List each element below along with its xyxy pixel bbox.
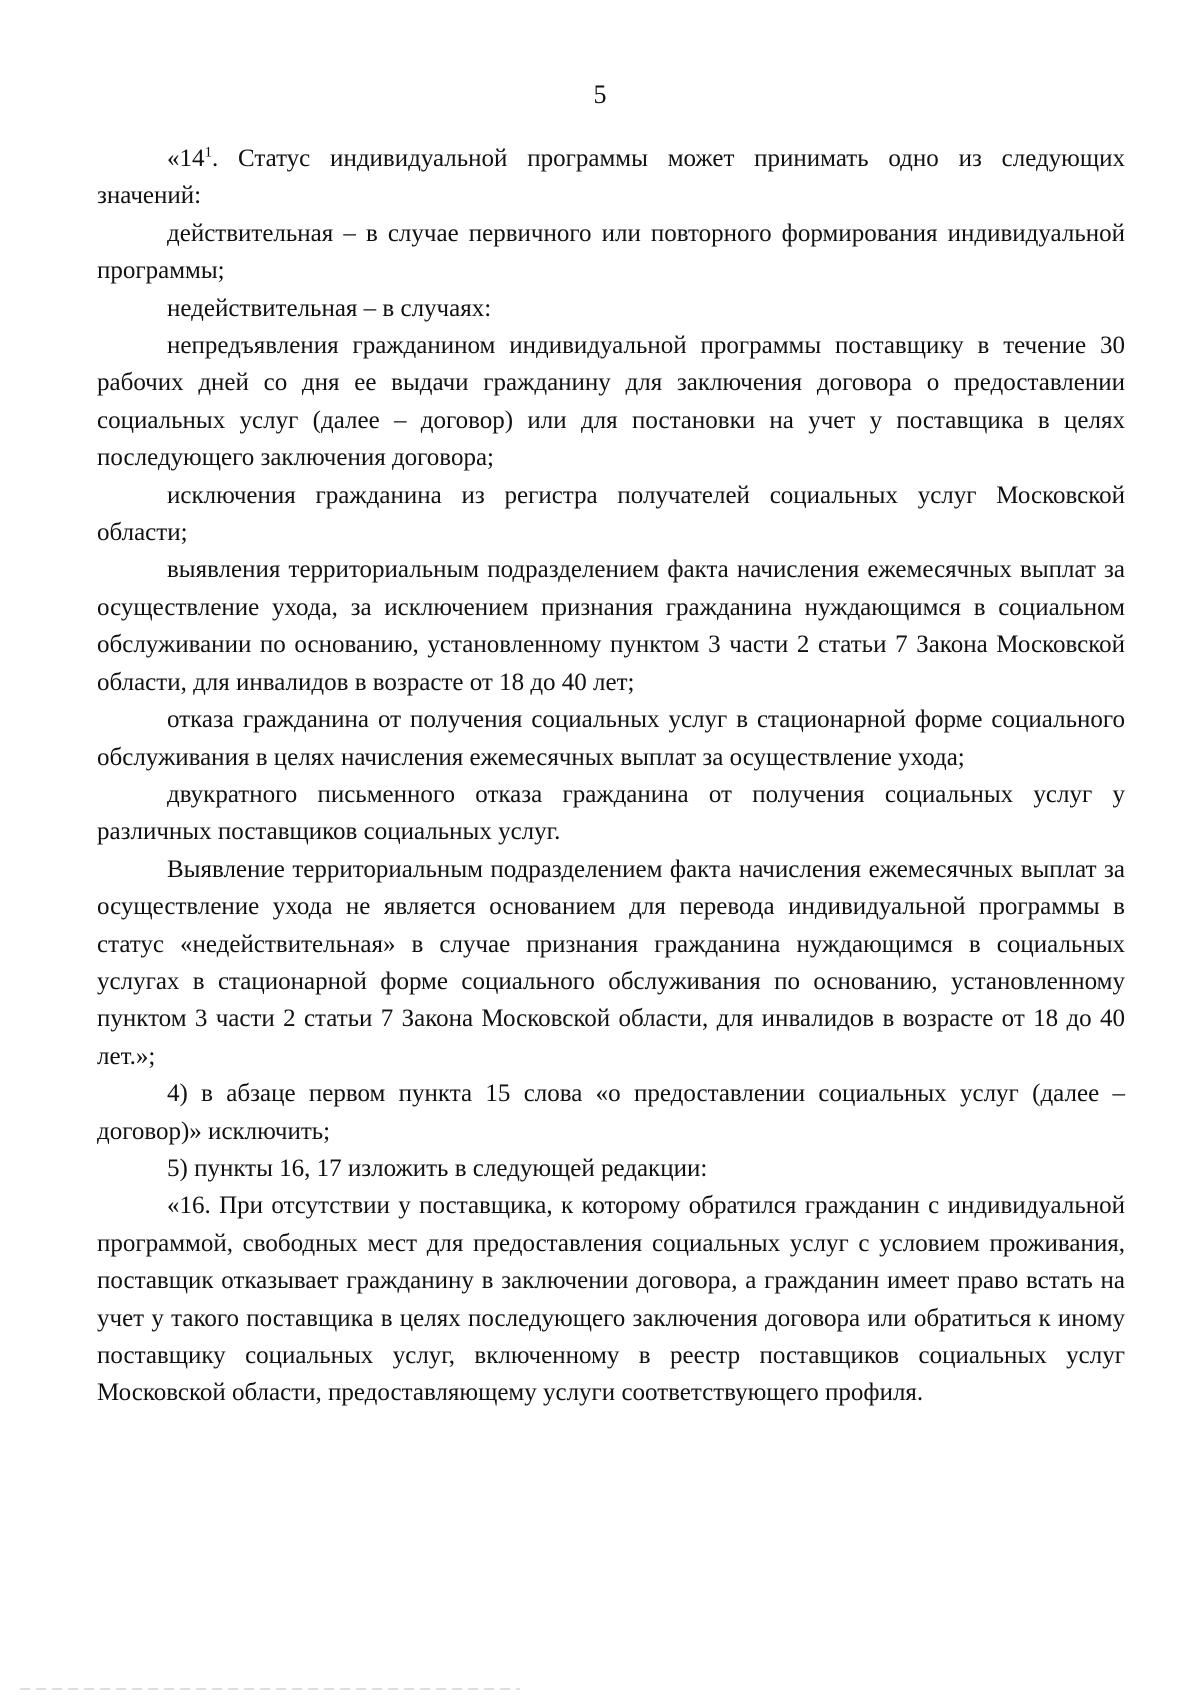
paragraph-14-1-superscript: 1 (204, 144, 212, 161)
paragraph-item-5: 5) пункты 16, 17 изложить в следующей редакции: (167, 1154, 708, 1182)
paragraph-14-1-prefix: «14 (167, 145, 205, 172)
paragraph-item-4: 4) в абзаце первом пункта 15 слова «о предоставлении социальных услуг (далее – договор)» исключить; (97, 1080, 1125, 1145)
paragraph-clause-16: «16. При отсутствии у поставщика, к которому обратился гражданин с индивидуальной программой, свободных мест для предоставления социальных услуг с условием проживания, поставщик отказывает гражданину в заключении договора, а гражданин имеет право встать на учет у такого поставщика в целях последующего заключения договора или обратиться к иному поставщику социальных услуг, включенному в реестр поставщиков социальных услуг Московской области, предоставляющему услуги соответствующего профиля. (97, 1192, 1125, 1407)
paragraph-inpatient-refusal: отказа гражданина от получения социальных услуг в стационарной форме социального обслуживания в целях начисления ежемесячных выплат за осуществление ухода; (97, 706, 1125, 771)
paragraph-invalid-status: недействительная – в случаях: (167, 294, 492, 322)
paragraph-14-1-status (97, 140, 1125, 215)
paragraph-payments-detection: выявления территориальным подразделением факта начисления ежемесячных выплат за осуществление ухода, за исключением признания гражданина нуждающимся в социальном обслуживании по основанию, установленному пунктом 3 части 2 статьи 7 Закона Московской области, для инвалидов в возрасте от 18 до 40 лет; (97, 556, 1125, 696)
paragraph-valid-status: действительная – в случае первичного или повторного формирования индивидуальной программы; (97, 219, 1125, 285)
page-number: 5 (593, 80, 607, 109)
document-body (97, 140, 1125, 1412)
paragraph-14-1-text: . Статус индивидуальной программы может принимать одно из следующих значений: (97, 145, 1125, 210)
paragraph-registry-exclusion: исключения гражданина из регистра получателей социальных услуг Московской области; (97, 481, 1125, 547)
paragraph-double-refusal: двукратного письменного отказа гражданина от получения социальных услуг у различных поставщиков социальных услуг. (97, 780, 1125, 846)
scan-edge-artifact (20, 1688, 520, 1690)
paragraph-non-presentation: непредъявления гражданином индивидуальной программы поставщику в течение 30 рабочих дней со дня ее выдачи гражданину для заключения договора о предоставлении социальных услуг (далее – договор) или для постановки на учет у поставщика в целях последующего заключения договора; (97, 332, 1125, 472)
paragraph-detection-exception: Выявление территориальным подразделением факта начисления ежемесячных выплат за осуществление ухода не является основанием для перевода индивидуальной программы в статус «недействительная» в случае признания гражданина нуждающимся в социальных услугах в стационарной форме социального обслуживания по основанию, установленному пунктом 3 части 2 статьи 7 Закона Московской области, для инвалидов в возрасте от 18 до 40 лет.»; (97, 855, 1125, 1070)
